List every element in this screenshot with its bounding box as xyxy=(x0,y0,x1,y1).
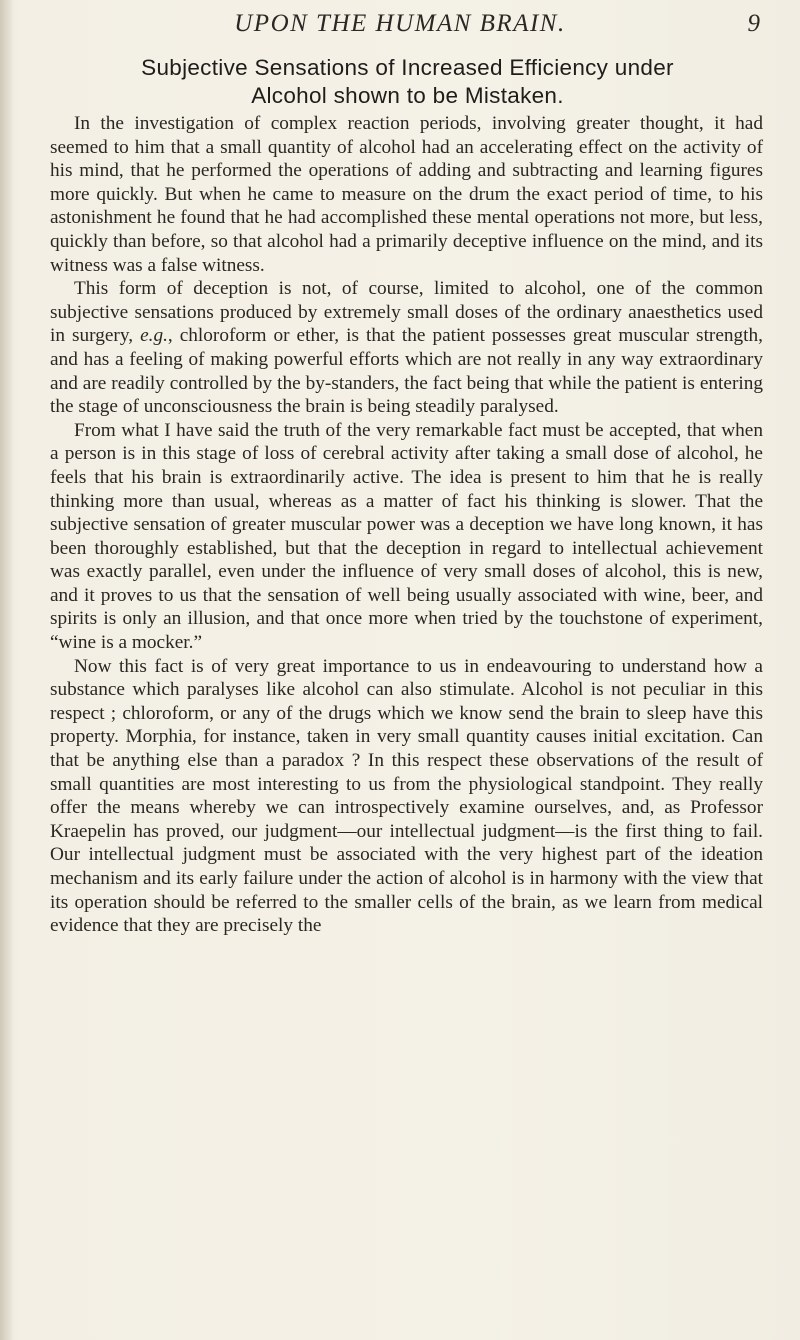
paragraph-2-abbreviation: e.g. xyxy=(140,325,168,347)
section-title-line-2: Alcohol shown to be Mistaken. xyxy=(251,83,564,108)
paragraph-1: In the investigation of complex reaction periods, involving greater thought, it had seemed to him that a small quantity of alcohol had an accelerating effect on the activity of his mind, that he performed the operations of adding and subtracting and learning figures more quickly. But when he came to measure on the drum the exact period of time, to his astonishment he found that he had accomplished these mental operations not more, but less, quickly than before, so that alcohol had a primarily deceptive influence on the mind, and its witness was a false witness. xyxy=(50,113,763,276)
paragraph-2-part-2: , chloroform or ether, is that the patient possesses great muscular strength, and has a feeling of making powerful efforts which are not really in any way extraordinary and are readily controlled by the by-standers, the fact being that while the patient is entering the stage of unconsciousness the brain is being steadily paralysed. xyxy=(50,325,764,418)
section-title xyxy=(50,54,765,110)
paragraph-2-part-1: This form of deception is not, of course, limited to alcohol, one of the common subjective sensations produced by extremely small doses of the ordinary anaesthetics used in surgery, xyxy=(50,278,763,347)
page-number: 9 xyxy=(747,10,760,37)
paragraph-2 xyxy=(50,277,763,419)
running-head xyxy=(0,10,800,50)
section-title-line-1: Subjective Sensations of Increased Efficiency under xyxy=(141,55,674,80)
spine-shadow xyxy=(0,0,14,1340)
paragraph-4: Now this fact is of very great importance to us in endeavouring to understand how a substance which paralyses like alcohol can also stimulate. Alcohol is not peculiar in this respect ; chloroform, or any of the drugs which we know send the brain to sleep have this property. Morphia, for instance, taken in very small quantity causes initial excitation. Can that be anything else than a paradox ? In this respect these observations of the result of small quantities are most interesting to us from the physiological standpoint. They really offer the means whereby we can introspectively examine ourselves, and, as Professor Kraepelin has proved, our judgment—our intellectual judgment—is the first thing to fail. Our intellectual judgment must be associated with the very highest part of the ideation mechanism and its early failure under the action of alcohol is in harmony with the view that its operation should be referred to the smaller cells of the brain, as we learn from medical evidence that they are precisely the xyxy=(50,655,763,937)
running-title: UPON THE HUMAN BRAIN. xyxy=(234,10,566,37)
body-text xyxy=(50,112,763,938)
paragraph-3: From what I have said the truth of the very remarkable fact must be accepted, that when a person is in this stage of loss of cerebral activity after taking a small dose of alcohol, he feels that his brain is extraordinarily active. The idea is present to him that he is really thinking more than usual, whereas as a matter of fact his thinking is slower. That the subjective sensation of greater muscular power was a deception we have long known, it has been thoroughly established, but that the deception in regard to intellectual achievement was exactly parallel, even under the influence of very small doses of alcohol, this is new, and it proves to us that the sensation of well being usually associated with wine, beer, and spirits is only an illusion, and that once more when tried by the touchstone of experiment, “wine is a mocker.” xyxy=(50,419,763,654)
